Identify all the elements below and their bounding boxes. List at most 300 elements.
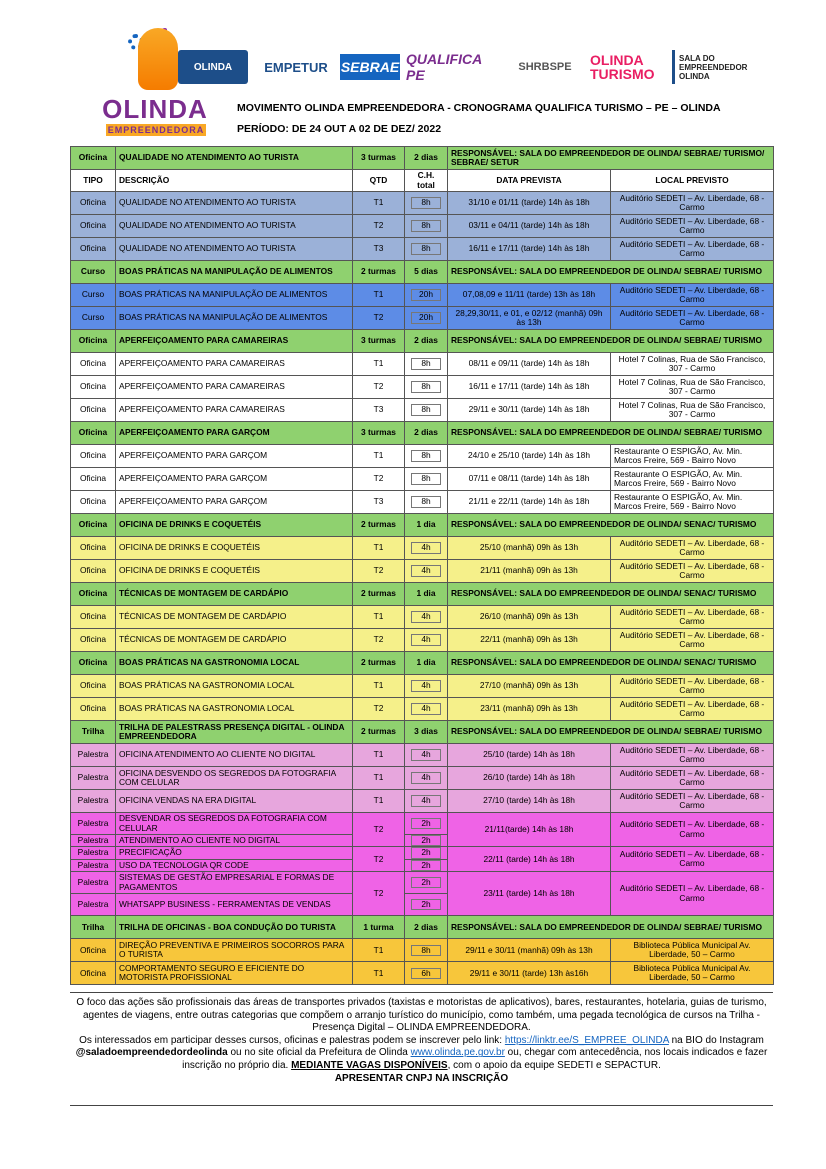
row-location: Auditório SEDETI – Av. Liberdade, 68 - Carmo (611, 192, 774, 215)
row-description: QUALIDADE NO ATENDIMENTO AO TURISTA (116, 238, 353, 261)
row-location: Hotel 7 Colinas, Rua de São Francisco, 307 - Carmo (611, 353, 774, 376)
row-location: Auditório SEDETI – Av. Liberdade, 68 - Carmo (611, 606, 774, 629)
row-hours-cell (405, 872, 448, 894)
row-hours: 4h (411, 634, 441, 645)
section-header-row (71, 916, 774, 939)
row-turma: T1 (353, 192, 405, 215)
row-date: 26/10 (tarde) 14h às 18h (448, 767, 611, 790)
row-turma: T1 (353, 939, 405, 962)
row-hours-cell (405, 790, 448, 813)
section-type: Trilha (71, 916, 116, 939)
row-date: 22/11 (manhã) 09h às 13h (448, 629, 611, 652)
row-location: Biblioteca Pública Municipal Av. Liberdade, 50 – Carmo (611, 939, 774, 962)
row-turma: T2 (353, 847, 405, 872)
row-date: 25/10 (manhã) 09h às 13h (448, 537, 611, 560)
row-description: APERFEIÇOAMENTO PARA GARÇOM (116, 491, 353, 514)
footer-text-part: ou no site oficial da Prefeitura de Olinda (227, 1047, 411, 1059)
row-location: Auditório SEDETI – Av. Liberdade, 68 - Carmo (611, 872, 774, 916)
row-location: Auditório SEDETI – Av. Liberdade, 68 - Carmo (611, 537, 774, 560)
row-location: Auditório SEDETI – Av. Liberdade, 68 - Carmo (611, 629, 774, 652)
row-turma: T1 (353, 606, 405, 629)
linktree-link[interactable]: https://linktr.ee/S_EMPREE_OLINDA (504, 1034, 669, 1046)
table-row (71, 698, 774, 721)
row-description: DESVENDAR OS SEGREDOS DA FOTOGRAFIA COM CELULAR (116, 813, 353, 835)
section-duration: 2 dias (405, 147, 448, 170)
row-type: Palestra (71, 744, 116, 767)
row-description: PRECIFICAÇÃO (116, 847, 353, 859)
row-turma: T2 (353, 629, 405, 652)
row-hours: 8h (411, 220, 441, 231)
table-row (71, 307, 774, 330)
responsible-note: RESPONSÁVEL: SALA DO EMPREENDEDOR DE OLINDA/ SEBRAE/ TURISMO (448, 330, 774, 353)
responsible-note: RESPONSÁVEL: SALA DO EMPREENDEDOR DE OLINDA/ SEBRAE/ TURISMO (448, 721, 774, 744)
row-date: 07/11 e 08/11 (tarde) 14h às 18h (448, 468, 611, 491)
instagram-handle: @saladoempreendedordeolinda (75, 1047, 228, 1059)
row-hours-cell (405, 445, 448, 468)
row-hours: 4h (411, 680, 441, 691)
row-description: QUALIDADE NO ATENDIMENTO AO TURISTA (116, 192, 353, 215)
section-type: Oficina (71, 514, 116, 537)
row-date: 16/11 e 17/11 (tarde) 14h às 18h (448, 238, 611, 261)
divider (70, 1105, 773, 1106)
logo-text: OLINDA (102, 94, 208, 124)
responsible-note: RESPONSÁVEL: SALA DO EMPREENDEDOR DE OLINDA/ SEBRAE/ TURISMO (448, 916, 774, 939)
row-description: DIREÇÃO PREVENTIVA E PRIMEIROS SOCORROS PARA O TURISTA (116, 939, 353, 962)
row-hours-cell (405, 859, 448, 871)
empetur-logo: EMPETUR (264, 59, 328, 75)
row-turma: T3 (353, 238, 405, 261)
table-row (71, 790, 774, 813)
row-location: Auditório SEDETI – Av. Liberdade, 68 - Carmo (611, 560, 774, 583)
row-hours: 2h (411, 847, 441, 858)
table-row (71, 537, 774, 560)
section-title: QUALIDADE NO ATENDIMENTO AO TURISTA (116, 147, 353, 170)
row-date: 31/10 e 01/11 (tarde) 14h às 18h (448, 192, 611, 215)
row-hours-cell (405, 767, 448, 790)
row-location: Auditório SEDETI – Av. Liberdade, 68 - Carmo (611, 238, 774, 261)
row-location: Auditório SEDETI – Av. Liberdade, 68 - Carmo (611, 744, 774, 767)
footer-text (70, 997, 773, 1085)
table-row (71, 284, 774, 307)
footer-signup (70, 1035, 773, 1073)
row-type: Oficina (71, 399, 116, 422)
row-description: APERFEIÇOAMENTO PARA GARÇOM (116, 468, 353, 491)
row-hours: 4h (411, 749, 441, 760)
footer-text-part: ou, chegar com antecedência, nos locais indicados e fazer inscrição no próprio dia. (182, 1047, 768, 1071)
row-hours-cell (405, 560, 448, 583)
section-header-row (71, 652, 774, 675)
section-qtd: 3 turmas (353, 330, 405, 353)
section-title: APERFEIÇOAMENTO PARA CAMAREIRAS (116, 330, 353, 353)
row-description: TÉCNICAS DE MONTAGEM DE CARDÁPIO (116, 629, 353, 652)
row-hours-cell (405, 353, 448, 376)
row-type: Palestra (71, 847, 116, 859)
row-type: Oficina (71, 629, 116, 652)
row-date: 24/10 e 25/10 (tarde) 14h às 18h (448, 445, 611, 468)
row-hours: 20h (411, 289, 441, 300)
row-date: 21/11 e 22/11 (tarde) 14h às 18h (448, 491, 611, 514)
row-turma: T1 (353, 284, 405, 307)
section-title: BOAS PRÁTICAS NA GASTRONOMIA LOCAL (116, 652, 353, 675)
row-hours-cell (405, 894, 448, 916)
row-hours: 4h (411, 772, 441, 783)
section-qtd: 1 turma (353, 916, 405, 939)
row-location: Auditório SEDETI – Av. Liberdade, 68 - Carmo (611, 215, 774, 238)
row-location: Auditório SEDETI – Av. Liberdade, 68 - Carmo (611, 307, 774, 330)
row-hours: 4h (411, 565, 441, 576)
table-row (71, 353, 774, 376)
row-hours: 2h (411, 860, 441, 871)
sebrae-logo: SEBRAE (340, 54, 400, 80)
row-hours: 2h (411, 835, 441, 846)
section-duration: 1 dia (405, 583, 448, 606)
row-description: OFICINA ATENDIMENTO AO CLIENTE NO DIGITAL (116, 744, 353, 767)
row-hours-cell (405, 376, 448, 399)
table-row (71, 744, 774, 767)
column-header-ch: C.H. total (405, 170, 448, 192)
row-date: 16/11 e 17/11 (tarde) 14h às 18h (448, 376, 611, 399)
row-date: 27/10 (tarde) 14h às 18h (448, 790, 611, 813)
section-title: TÉCNICAS DE MONTAGEM DE CARDÁPIO (116, 583, 353, 606)
table-row (71, 813, 774, 835)
row-description: APERFEIÇOAMENTO PARA GARÇOM (116, 445, 353, 468)
row-type: Oficina (71, 491, 116, 514)
table-row (71, 238, 774, 261)
row-hours-cell (405, 284, 448, 307)
row-hours-cell (405, 399, 448, 422)
section-qtd: 2 turmas (353, 514, 405, 537)
section-title: TRILHA DE PALESTRASS PRESENÇA DIGITAL - OLINDA EMPREENDEDORA (116, 721, 353, 744)
row-turma: T1 (353, 962, 405, 985)
row-turma: T2 (353, 560, 405, 583)
row-type: Oficina (71, 962, 116, 985)
row-description: OFICINA DE DRINKS E COQUETÉIS (116, 537, 353, 560)
row-hours-cell (405, 606, 448, 629)
responsible-note: RESPONSÁVEL: SALA DO EMPREENDEDOR DE OLINDA/ SENAC/ TURISMO (448, 652, 774, 675)
row-type: Oficina (71, 353, 116, 376)
row-hours: 8h (411, 381, 441, 392)
row-hours-cell (405, 238, 448, 261)
row-description: USO DA TECNOLOGIA QR CODE (116, 859, 353, 871)
document-period: PERÍODO: DE 24 OUT A 02 DE DEZ/ 2022 (237, 123, 442, 135)
olinda-turismo-logo: OLINDA TURISMO (590, 52, 655, 82)
section-qtd: 3 turmas (353, 422, 405, 445)
row-turma: T1 (353, 790, 405, 813)
column-header-tipo: TIPO (71, 170, 116, 192)
document-title: MOVIMENTO OLINDA EMPREENDEDORA - CRONOGRAMA QUALIFICA TURISMO – PE – OLINDA (237, 102, 721, 114)
row-location: Auditório SEDETI – Av. Liberdade, 68 - Carmo (611, 813, 774, 847)
table-row (71, 445, 774, 468)
footer-text-part: Os interessados em participar desses cursos, oficinas e palestras podem se inscrever pelo link: (79, 1034, 505, 1046)
cnpj-notice: APRESENTAR CNPJ NA INSCRIÇÃO (334, 1072, 509, 1084)
row-description: BOAS PRÁTICAS NA GASTRONOMIA LOCAL (116, 675, 353, 698)
row-location: Auditório SEDETI – Av. Liberdade, 68 - Carmo (611, 284, 774, 307)
row-turma: T2 (353, 376, 405, 399)
section-header-row (71, 330, 774, 353)
table-row (71, 872, 774, 894)
section-type: Oficina (71, 422, 116, 445)
row-turma: T2 (353, 468, 405, 491)
row-type: Palestra (71, 813, 116, 835)
row-type: Curso (71, 307, 116, 330)
row-date: 08/11 e 09/11 (tarde) 14h às 18h (448, 353, 611, 376)
row-date: 22/11 (tarde) 14h às 18h (448, 847, 611, 872)
table-row (71, 939, 774, 962)
lightbulb-icon (138, 28, 178, 90)
row-location: Auditório SEDETI – Av. Liberdade, 68 - Carmo (611, 767, 774, 790)
row-hours-cell (405, 468, 448, 491)
section-title: OFICINA DE DRINKS E COQUETÉIS (116, 514, 353, 537)
row-type: Oficina (71, 192, 116, 215)
row-type: Curso (71, 284, 116, 307)
row-hours: 8h (411, 450, 441, 461)
row-date: 03/11 e 04/11 (tarde) 14h às 18h (448, 215, 611, 238)
row-hours-cell (405, 675, 448, 698)
row-turma: T1 (353, 445, 405, 468)
section-duration: 2 dias (405, 330, 448, 353)
row-description: OFICINA DE DRINKS E COQUETÉIS (116, 560, 353, 583)
row-description: QUALIDADE NO ATENDIMENTO AO TURISTA (116, 215, 353, 238)
sala-empreendedor-logo: SALA DO EMPREENDEDOR OLINDA (672, 50, 740, 84)
section-type: Oficina (71, 330, 116, 353)
footer-text-part: na BIO do Instagram (668, 1034, 764, 1046)
row-description: WHATSAPP BUSINESS - FERRAMENTAS DE VENDAS (116, 894, 353, 916)
column-header-local: LOCAL PREVISTO (611, 170, 774, 192)
row-hours: 8h (411, 496, 441, 507)
row-type: Oficina (71, 537, 116, 560)
table-row (71, 215, 774, 238)
section-type: Oficina (71, 652, 116, 675)
row-type: Oficina (71, 468, 116, 491)
row-description: OFICINA VENDAS NA ERA DIGITAL (116, 790, 353, 813)
row-hours-cell (405, 962, 448, 985)
row-turma: T2 (353, 307, 405, 330)
row-location: Auditório SEDETI – Av. Liberdade, 68 - Carmo (611, 675, 774, 698)
section-duration: 3 dias (405, 721, 448, 744)
row-hours-cell (405, 215, 448, 238)
section-title: TRILHA DE OFICINAS - BOA CONDUÇÃO DO TURISTA (116, 916, 353, 939)
row-hours: 4h (411, 611, 441, 622)
section-type: Oficina (71, 147, 116, 170)
row-hours: 2h (411, 899, 441, 910)
row-description: TÉCNICAS DE MONTAGEM DE CARDÁPIO (116, 606, 353, 629)
row-hours: 6h (411, 968, 441, 979)
section-duration: 5 dias (405, 261, 448, 284)
row-hours: 8h (411, 197, 441, 208)
row-hours-cell (405, 698, 448, 721)
row-description: COMPORTAMENTO SEGURO E EFICIENTE DO MOTORISTA PROFISSIONAL (116, 962, 353, 985)
column-header-qtd: QTD (353, 170, 405, 192)
row-hours: 4h (411, 703, 441, 714)
section-type: Curso (71, 261, 116, 284)
row-turma: T1 (353, 537, 405, 560)
table-row (71, 847, 774, 859)
row-hours: 4h (411, 795, 441, 806)
row-turma: T1 (353, 767, 405, 790)
row-date: 29/11 e 30/11 (manhã) 09h às 13h (448, 939, 611, 962)
row-location: Restaurante O ESPIGÃO, Av. Min. Marcos Freire, 569 - Bairro Novo (611, 445, 774, 468)
row-turma: T2 (353, 872, 405, 916)
row-description: APERFEIÇOAMENTO PARA CAMAREIRAS (116, 353, 353, 376)
row-type: Oficina (71, 445, 116, 468)
logo-bar (100, 28, 748, 138)
row-hours: 8h (411, 404, 441, 415)
row-hours: 8h (411, 358, 441, 369)
row-description: BOAS PRÁTICAS NA GASTRONOMIA LOCAL (116, 698, 353, 721)
section-header-row (71, 514, 774, 537)
table-row (71, 675, 774, 698)
row-date: 21/11(tarde) 14h às 18h (448, 813, 611, 847)
table-row (71, 491, 774, 514)
section-type: Trilha (71, 721, 116, 744)
row-type: Oficina (71, 675, 116, 698)
logo-subtext: EMPREENDEDORA (107, 125, 205, 135)
vagas-notice: MEDIANTE VAGAS DISPONÍVEIS (291, 1059, 448, 1071)
table-row (71, 560, 774, 583)
section-duration: 1 dia (405, 514, 448, 537)
column-header-row (71, 170, 774, 192)
row-date: 28,29,30/11, e 01, e 02/12 (manhã) 09h às 13h (448, 307, 611, 330)
row-hours: 2h (411, 818, 441, 829)
row-hours-cell (405, 939, 448, 962)
table-row (71, 399, 774, 422)
section-header-row (71, 422, 774, 445)
row-date: 25/10 (tarde) 14h às 18h (448, 744, 611, 767)
row-location: Restaurante O ESPIGÃO, Av. Min. Marcos Freire, 569 - Bairro Novo (611, 491, 774, 514)
row-turma: T1 (353, 353, 405, 376)
shrbspe-logo: SHRBSPE (518, 61, 572, 73)
table-row (71, 192, 774, 215)
row-location: Restaurante O ESPIGÃO, Av. Min. Marcos Freire, 569 - Bairro Novo (611, 468, 774, 491)
table-row (71, 962, 774, 985)
row-date: 27/10 (manhã) 09h às 13h (448, 675, 611, 698)
responsible-note: RESPONSÁVEL: SALA DO EMPREENDEDOR DE OLINDA/ SENAC/ TURISMO (448, 514, 774, 537)
row-turma: T3 (353, 491, 405, 514)
row-hours-cell (405, 744, 448, 767)
row-date: 23/11 (tarde) 14h às 18h (448, 872, 611, 916)
row-hours: 8h (411, 243, 441, 254)
row-date: 23/11 (manhã) 09h às 13h (448, 698, 611, 721)
table-row (71, 606, 774, 629)
row-location: Auditório SEDETI – Av. Liberdade, 68 - Carmo (611, 847, 774, 872)
section-qtd: 2 turmas (353, 261, 405, 284)
table-row (71, 767, 774, 790)
responsible-note: RESPONSÁVEL: SALA DO EMPREENDEDOR DE OLINDA/ SEBRAE/ TURISMO (448, 422, 774, 445)
section-title: BOAS PRÁTICAS NA MANIPULAÇÃO DE ALIMENTOS (116, 261, 353, 284)
qualifica-logo: QUALIFICA PE (406, 51, 482, 83)
divider (70, 992, 773, 993)
section-type: Oficina (71, 583, 116, 606)
row-turma: T3 (353, 399, 405, 422)
column-header-data: DATA PREVISTA (448, 170, 611, 192)
row-type: Palestra (71, 859, 116, 871)
row-hours-cell (405, 813, 448, 835)
row-date: 21/11 (manhã) 09h às 13h (448, 560, 611, 583)
row-type: Oficina (71, 606, 116, 629)
section-qtd: 2 turmas (353, 652, 405, 675)
row-type: Palestra (71, 835, 116, 847)
row-location: Hotel 7 Colinas, Rua de São Francisco, 307 - Carmo (611, 399, 774, 422)
footer-paragraph: O foco das ações são profissionais das áreas de transportes privados (taxistas e motoristas de aplicativos), bares, restaurantes, hotelaria, guias de turismo, agentes de viagens, entre outras categorias que compõem o arranjo turístico do município, como também, uma pegada tecnológica de cursos na Trilha - Presença Digital – OLINDA EMPREENDEDORA. (76, 997, 767, 1034)
row-hours: 8h (411, 473, 441, 484)
row-description: OFICINA DESVENDO OS SEGREDOS DA FOTOGRAFIA COM CELULAR (116, 767, 353, 790)
row-type: Oficina (71, 939, 116, 962)
row-hours-cell (405, 192, 448, 215)
row-type: Oficina (71, 215, 116, 238)
section-qtd: 2 turmas (353, 721, 405, 744)
row-location: Auditório SEDETI – Av. Liberdade, 68 - Carmo (611, 790, 774, 813)
footer-text-part: , com o apoio da equipe SEDETI e SEPACTUR. (447, 1059, 661, 1071)
section-duration: 2 dias (405, 916, 448, 939)
section-duration: 2 dias (405, 422, 448, 445)
table-row (71, 468, 774, 491)
row-hours-cell (405, 307, 448, 330)
row-hours: 4h (411, 542, 441, 553)
row-turma: T2 (353, 813, 405, 847)
section-header-row (71, 261, 774, 284)
row-type: Palestra (71, 894, 116, 916)
row-type: Palestra (71, 767, 116, 790)
section-header-row (71, 147, 774, 170)
row-hours: 8h (411, 945, 441, 956)
row-hours-cell (405, 835, 448, 847)
row-description: ATENDIMENTO AO CLIENTE NO DIGITAL (116, 835, 353, 847)
row-hours: 2h (411, 877, 441, 888)
row-turma: T1 (353, 675, 405, 698)
row-type: Palestra (71, 790, 116, 813)
row-turma: T1 (353, 744, 405, 767)
responsible-note: RESPONSÁVEL: SALA DO EMPREENDEDOR DE OLINDA/ SEBRAE/ TURISMO (448, 261, 774, 284)
row-hours-cell (405, 629, 448, 652)
row-description: APERFEIÇOAMENTO PARA CAMAREIRAS (116, 376, 353, 399)
table-row (71, 629, 774, 652)
row-type: Palestra (71, 872, 116, 894)
section-header-row (71, 583, 774, 606)
row-type: Oficina (71, 560, 116, 583)
section-qtd: 3 turmas (353, 147, 405, 170)
responsible-note: RESPONSÁVEL: SALA DO EMPREENDEDOR DE OLINDA/ SEBRAE/ TURISMO/ SEBRAE/ SETUR (448, 147, 774, 170)
row-hours-cell (405, 537, 448, 560)
row-date: 07,08,09 e 11/11 (tarde) 13h às 18h (448, 284, 611, 307)
row-description: SISTEMAS DE GESTÃO EMPRESARIAL E FORMAS DE PAGAMENTOS (116, 872, 353, 894)
row-hours-cell (405, 847, 448, 859)
row-hours-cell (405, 491, 448, 514)
row-location: Auditório SEDETI – Av. Liberdade, 68 - Carmo (611, 698, 774, 721)
prefeitura-logo: OLINDA (178, 50, 248, 84)
row-location: Biblioteca Pública Municipal Av. Liberdade, 50 – Carmo (611, 962, 774, 985)
row-type: Oficina (71, 376, 116, 399)
schedule-table (70, 146, 774, 985)
row-location: Hotel 7 Colinas, Rua de São Francisco, 307 - Carmo (611, 376, 774, 399)
row-date: 29/11 e 30/11 (tarde) 13h às16h (448, 962, 611, 985)
section-title: APERFEIÇOAMENTO PARA GARÇOM (116, 422, 353, 445)
row-description: APERFEIÇOAMENTO PARA CAMAREIRAS (116, 399, 353, 422)
row-date: 26/10 (manhã) 09h às 13h (448, 606, 611, 629)
row-description: BOAS PRÁTICAS NA MANIPULAÇÃO DE ALIMENTOS (116, 307, 353, 330)
row-turma: T2 (353, 698, 405, 721)
row-type: Oficina (71, 698, 116, 721)
section-duration: 1 dia (405, 652, 448, 675)
row-type: Oficina (71, 238, 116, 261)
section-qtd: 2 turmas (353, 583, 405, 606)
table-row (71, 376, 774, 399)
prefeitura-link[interactable]: www.olinda.pe.gov.br (410, 1047, 505, 1059)
row-description: BOAS PRÁTICAS NA MANIPULAÇÃO DE ALIMENTOS (116, 284, 353, 307)
row-hours: 20h (411, 312, 441, 323)
column-header-descricao: DESCRIÇÃO (116, 170, 353, 192)
row-date: 29/11 e 30/11 (tarde) 14h às 18h (448, 399, 611, 422)
section-header-row (71, 721, 774, 744)
